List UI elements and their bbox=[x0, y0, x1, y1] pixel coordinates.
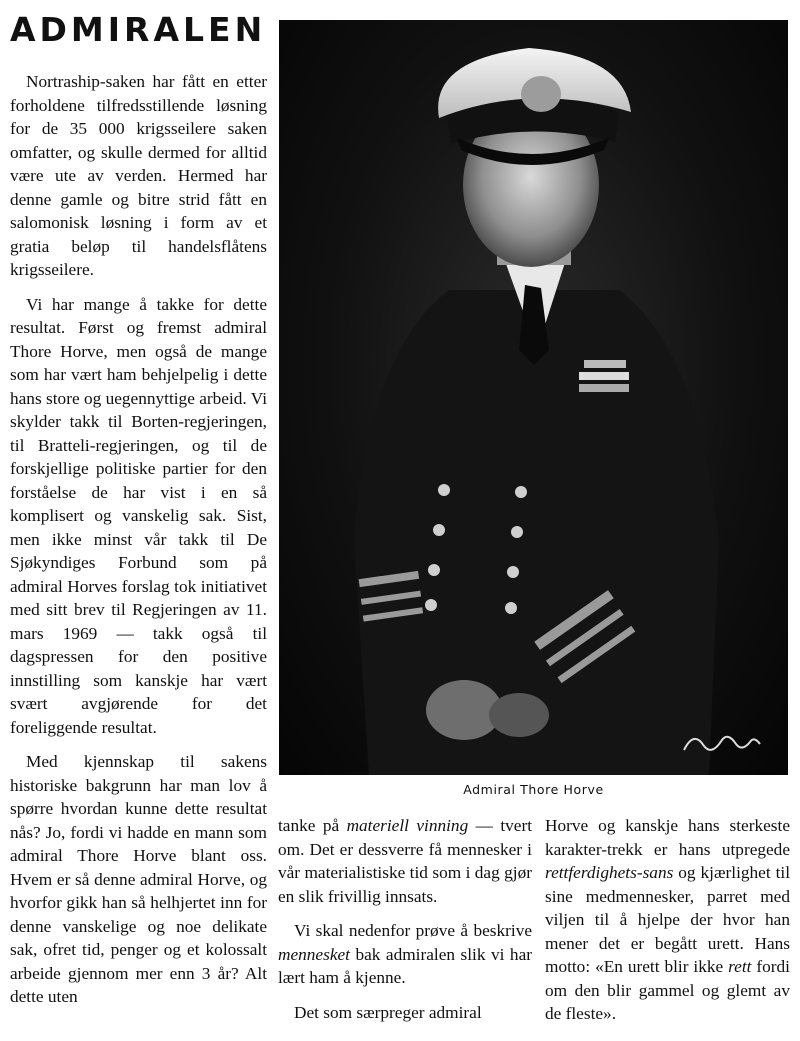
text-column-middle bbox=[278, 814, 532, 1035]
paragraph: Nortraship-saken har fått en etter forholdene tilfredsstillende løsning for de 35 000 krigsseilere saken omfatter, og skulle dermed for alltid være ute av verden. Hermed har denne gamle og bitre strid fått en salomonisk løsning i form av et gratia beløp til handelsflåtens krigsseilere. bbox=[10, 72, 267, 279]
paragraph: tanke på materiell vinning — tvert om. Det er dessverre få mennesker i vår materialistiske tid som i dag gjør en slik frivillig innsats. bbox=[278, 816, 532, 906]
paragraph: Med kjennskap til sakens historiske bakgrunn har man lov å spørre hvordan kunne dette resultat nås? Jo, fordi vi hadde en mann som admiral Thore Horve blant oss. Hvem er så denne admiral Horve, og hvorfor gikk han så helhjertet inn for denne vanskelige og noe delikate sak, ofret tid, penger og et kolossalt arbeide gjennom mer enn 3 år? Alt dette uten bbox=[10, 752, 267, 1006]
text-column-right bbox=[545, 814, 790, 1037]
paragraph: Vi skal nedenfor prøve å beskrive mennesket bak admiralen slik vi har lært ham å kjenne. bbox=[278, 921, 532, 987]
text-column-left bbox=[10, 70, 267, 1020]
paragraph: Det som særpreger admiral bbox=[294, 1002, 482, 1022]
page-title: ADMIRALEN bbox=[10, 10, 267, 49]
portrait-photo bbox=[279, 20, 788, 775]
paragraph: Vi har mange å takke for dette resultat. Først og fremst admiral Thore Horve, men også de mange som har vært ham behjelpelig i dette hans store og uegennyttige arbeid. Vi skylder takk til Borten-regjeringen, til Bratteli-regjeringen, og til de forskjellige politiske partier for den forståelse de har vist i en så komplisert og vanskelig sak. Sist, men ikke minst vår takk til De Sjøkyndiges Forbund som på admiral Horves forslag tok initiativet med sitt brev til Regjeringen av 11. mars 1969 — takk også til dagspressen for den positive innstilling som kanskje har vært svært avgjørende for det foreliggende resultat. bbox=[10, 294, 267, 737]
portrait-illustration bbox=[279, 20, 788, 775]
paragraph: Horve og kanskje hans sterkeste karakter-trekk er hans utpregede rettferdighets-sans og kjærlighet til sine medmennesker, parret med viljen til å hjelpe der hvor han mener det er begått urett. Hans motto: «En urett blir ikke rett fordi om den blir gammel og glemt av de fleste». bbox=[545, 816, 790, 1023]
photo-caption: Admiral Thore Horve bbox=[463, 782, 604, 797]
